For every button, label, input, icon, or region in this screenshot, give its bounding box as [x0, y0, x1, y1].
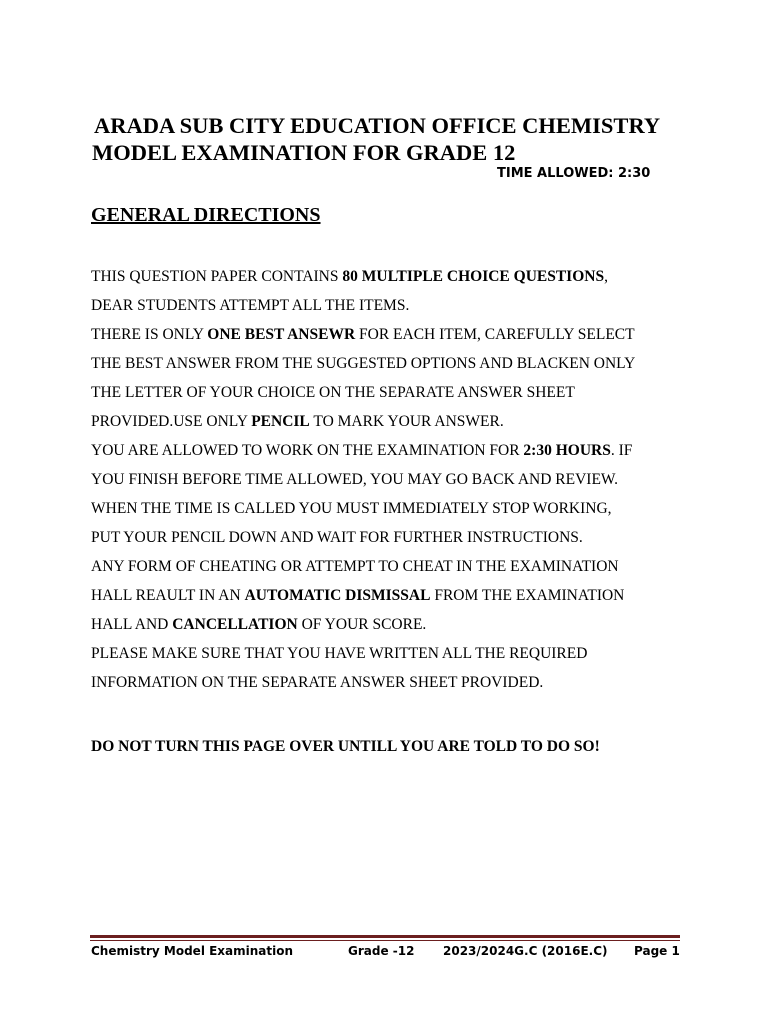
- direction-text: THIS QUESTION PAPER CONTAINS: [91, 268, 343, 285]
- direction-line: [91, 552, 691, 581]
- direction-text: INFORMATION ON THE SEPARATE ANSWER SHEET PROVIDED.: [91, 674, 544, 691]
- direction-text: WHEN THE TIME IS CALLED YOU MUST IMMEDIATELY STOP WORKING,: [91, 500, 612, 517]
- direction-text: . IF: [610, 442, 633, 459]
- direction-line: [91, 523, 691, 552]
- direction-emphasis: AUTOMATIC DISMISSAL: [244, 587, 431, 604]
- direction-line: [91, 610, 691, 639]
- direction-text: PLEASE MAKE SURE THAT YOU HAVE WRITTEN ALL THE REQUIRED: [91, 645, 588, 662]
- footer-grade: Grade -12: [348, 944, 415, 958]
- direction-line: [91, 639, 691, 668]
- direction-text: THE LETTER OF YOUR CHOICE ON THE SEPARATE ANSWER SHEET: [91, 384, 575, 401]
- direction-line: [91, 262, 691, 291]
- direction-text: PUT YOUR PENCIL DOWN AND WAIT FOR FURTHER INSTRUCTIONS.: [91, 529, 583, 546]
- direction-line: [91, 349, 691, 378]
- direction-text: FOR EACH ITEM, CAREFULLY SELECT: [355, 326, 635, 343]
- direction-line: [91, 494, 691, 523]
- title-line-2: MODEL EXAMINATION FOR GRADE 12: [92, 140, 516, 165]
- direction-text: FROM THE EXAMINATION: [430, 587, 625, 604]
- direction-text: ANY FORM OF CHEATING OR ATTEMPT TO CHEAT IN THE EXAMINATION: [91, 558, 619, 575]
- direction-text: HALL REAULT IN AN: [91, 587, 245, 604]
- direction-emphasis: PENCIL: [251, 413, 310, 430]
- direction-emphasis: CANCELLATION: [172, 616, 298, 633]
- direction-emphasis: 2:30 HOURS: [523, 442, 611, 459]
- direction-emphasis: ONE BEST ANSEWR: [207, 326, 356, 343]
- direction-line: [91, 407, 691, 436]
- direction-text: TO MARK YOUR ANSWER.: [309, 413, 504, 430]
- directions-body: [91, 262, 691, 697]
- footer-page-number: Page 1: [634, 944, 680, 958]
- footer-subject: Chemistry Model Examination: [91, 944, 294, 958]
- direction-text: YOU ARE ALLOWED TO WORK ON THE EXAMINATION FOR: [91, 442, 524, 459]
- section-heading: GENERAL DIRECTIONS: [91, 204, 321, 226]
- footer-rule-thick: [90, 935, 680, 938]
- direction-line: [91, 291, 691, 320]
- footer-rule-thin: [90, 940, 680, 941]
- warning-notice: DO NOT TURN THIS PAGE OVER UNTILL YOU ARE TOLD TO DO SO!: [91, 738, 600, 755]
- document-title: [92, 112, 712, 166]
- direction-text: DEAR STUDENTS ATTEMPT ALL THE ITEMS.: [91, 297, 410, 314]
- direction-emphasis: 80 MULTIPLE CHOICE QUESTIONS: [342, 268, 605, 285]
- direction-line: [91, 378, 691, 407]
- direction-line: [91, 668, 691, 697]
- time-allowed: TIME ALLOWED: 2:30: [497, 166, 651, 181]
- direction-text: ,: [604, 268, 608, 285]
- direction-text: THE BEST ANSWER FROM THE SUGGESTED OPTIONS AND BLACKEN ONLY: [91, 355, 636, 372]
- direction-text: PROVIDED.USE ONLY: [91, 413, 252, 430]
- footer-year: 2023/2024G.C (2016E.C): [443, 944, 608, 958]
- direction-text: THERE IS ONLY: [91, 326, 208, 343]
- direction-line: [91, 320, 691, 349]
- direction-line: [91, 436, 691, 465]
- direction-text: YOU FINISH BEFORE TIME ALLOWED, YOU MAY GO BACK AND REVIEW.: [91, 471, 619, 488]
- direction-line: [91, 465, 691, 494]
- direction-line: [91, 581, 691, 610]
- direction-text: OF YOUR SCORE.: [297, 616, 427, 633]
- direction-text: HALL AND: [91, 616, 173, 633]
- title-line-1: ARADA SUB CITY EDUCATION OFFICE CHEMISTRY: [94, 113, 661, 138]
